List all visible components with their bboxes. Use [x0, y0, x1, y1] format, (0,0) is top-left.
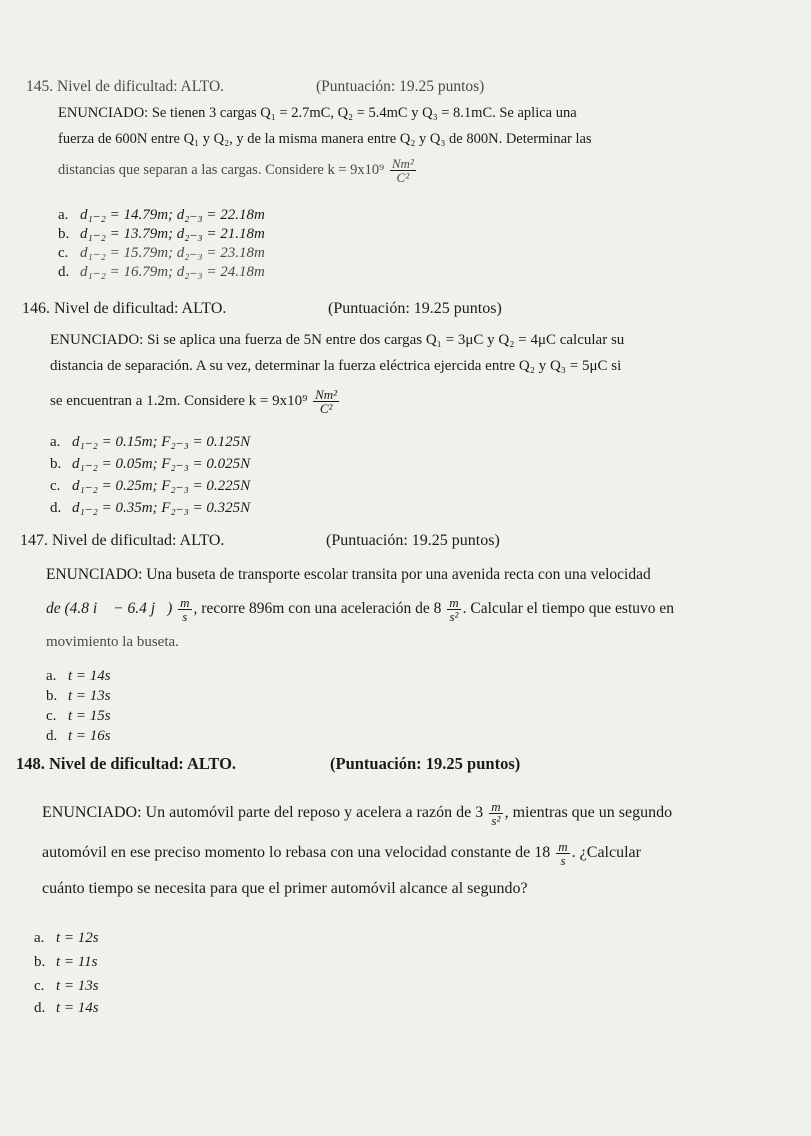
question-number: 146.: [22, 300, 50, 317]
statement-line: ENUNCIADO: Si se aplica una fuerza de 5N entre dos cargas Q₁ = 3μC y Q₂ = 4μC calcular su: [50, 332, 625, 348]
acceleration-fraction: $\frac{m}{\text{s²}}$: [449, 595, 459, 624]
difficulty-level: Nivel de dificultad: ALTO.: [49, 754, 237, 773]
velocity-fraction: $\frac{m}{s}$: [180, 595, 190, 624]
question-points: (Puntuación: 19.25 puntos): [326, 532, 500, 549]
answer-option[interactable]: c. d₁₋₂ = 15.79m; d₂₋₃ = 23.18m: [58, 245, 265, 261]
answer-option[interactable]: b. d₁₋₂ = 13.79m; d₂₋₃ = 21.18m: [58, 226, 265, 242]
statement-line: distancias que separan a las cargas. Considere k = 9x10⁹ $\frac{\text{Nm²}}{\text{C²}}$: [58, 156, 414, 185]
question-points: (Puntuación: 19.25 puntos): [330, 754, 521, 773]
question-number: 148.: [16, 754, 45, 773]
answer-option[interactable]: d. d₁₋₂ = 16.79m; d₂₋₃ = 24.18m: [58, 264, 265, 280]
difficulty-level: Nivel de dificultad: ALTO.: [52, 532, 225, 549]
statement-line: de (4.8 i⃗ − 6.4 j⃗) $\frac{m}{s}$ , recorre 896m con una aceleración de 8 $\frac{m}{\text{s²}}$ . Calcular el tiempo que estuvo en: [46, 595, 675, 624]
question-points: (Puntuación: 19.25 puntos): [316, 78, 485, 95]
statement-line: fuerza de 600N entre Q₁ y Q₂, y de la misma manera entre Q₂ y Q₃ de 800N. Determinar las: [58, 131, 592, 147]
statement-line: ENUNCIADO: Una buseta de transporte escolar transita por una avenida recta con una velocidad: [46, 566, 651, 583]
answer-option[interactable]: b. d₁₋₂ = 0.05m; F₂₋₃ = 0.025N: [50, 456, 251, 472]
acceleration-fraction: $\frac{m}{\text{s²}}$: [491, 799, 501, 828]
statement-line: cuánto tiempo se necesita para que el primer automóvil alcance al segundo?: [42, 880, 528, 897]
answer-option[interactable]: c. t = 15s: [46, 708, 111, 724]
velocity-fraction: $\frac{m}{s}$: [558, 839, 568, 868]
answer-option[interactable]: a. d₁₋₂ = 0.15m; F₂₋₃ = 0.125N: [50, 434, 251, 450]
statement-line: distancia de separación. A su vez, determinar la fuerza eléctrica ejercida entre Q₂ y Q₃ = 5μC si: [50, 358, 622, 374]
question-header: [26, 78, 224, 96]
answer-option[interactable]: c. t = 13s: [34, 978, 99, 994]
question-points: (Puntuación: 19.25 puntos): [328, 300, 502, 317]
question-header: [22, 300, 226, 318]
answer-option[interactable]: b. t = 11s: [34, 954, 98, 970]
answer-option[interactable]: a. t = 14s: [46, 668, 111, 684]
question-number: 147.: [20, 532, 48, 549]
answer-option[interactable]: d. d₁₋₂ = 0.35m; F₂₋₃ = 0.325N: [50, 500, 251, 516]
statement-line: ENUNCIADO: Un automóvil parte del reposo y acelera a razón de 3 $\frac{m}{\text{s²}}$ , mientras que un segundo: [42, 799, 673, 828]
question-number: 145.: [26, 78, 54, 95]
statement-line: ENUNCIADO: Se tienen 3 cargas Q₁ = 2.7mC, Q₂ = 5.4mC y Q₃ = 8.1mC. Se aplica una: [58, 105, 577, 121]
answer-option[interactable]: a. d₁₋₂ = 14.79m; d₂₋₃ = 22.18m: [58, 207, 265, 223]
difficulty-level: Nivel de dificultad: ALTO.: [54, 300, 227, 317]
difficulty-level: Nivel de dificultad: ALTO.: [57, 78, 225, 95]
answer-option[interactable]: a. t = 12s: [34, 930, 99, 946]
question-header: [20, 532, 224, 550]
statement-line: automóvil en ese preciso momento lo rebasa con una velocidad constante de 18 $\frac{m}{s}$ . ¿Calcular: [42, 839, 641, 868]
answer-option[interactable]: d. t = 14s: [34, 1000, 99, 1016]
answer-option[interactable]: d. t = 16s: [46, 728, 111, 744]
question-header: [16, 754, 236, 774]
constant-fraction: $\frac{\text{Nm²}}{\text{C²}}$: [315, 387, 338, 416]
statement-line: movimiento la buseta.: [46, 634, 179, 650]
answer-option[interactable]: b. t = 13s: [46, 688, 111, 704]
constant-fraction: $\frac{\text{Nm²}}{\text{C²}}$: [391, 156, 414, 185]
answer-option[interactable]: c. d₁₋₂ = 0.25m; F₂₋₃ = 0.225N: [50, 478, 251, 494]
statement-line: se encuentran a 1.2m. Considere k = 9x10⁹ $\frac{\text{Nm²}}{\text{C²}}$: [50, 387, 338, 416]
